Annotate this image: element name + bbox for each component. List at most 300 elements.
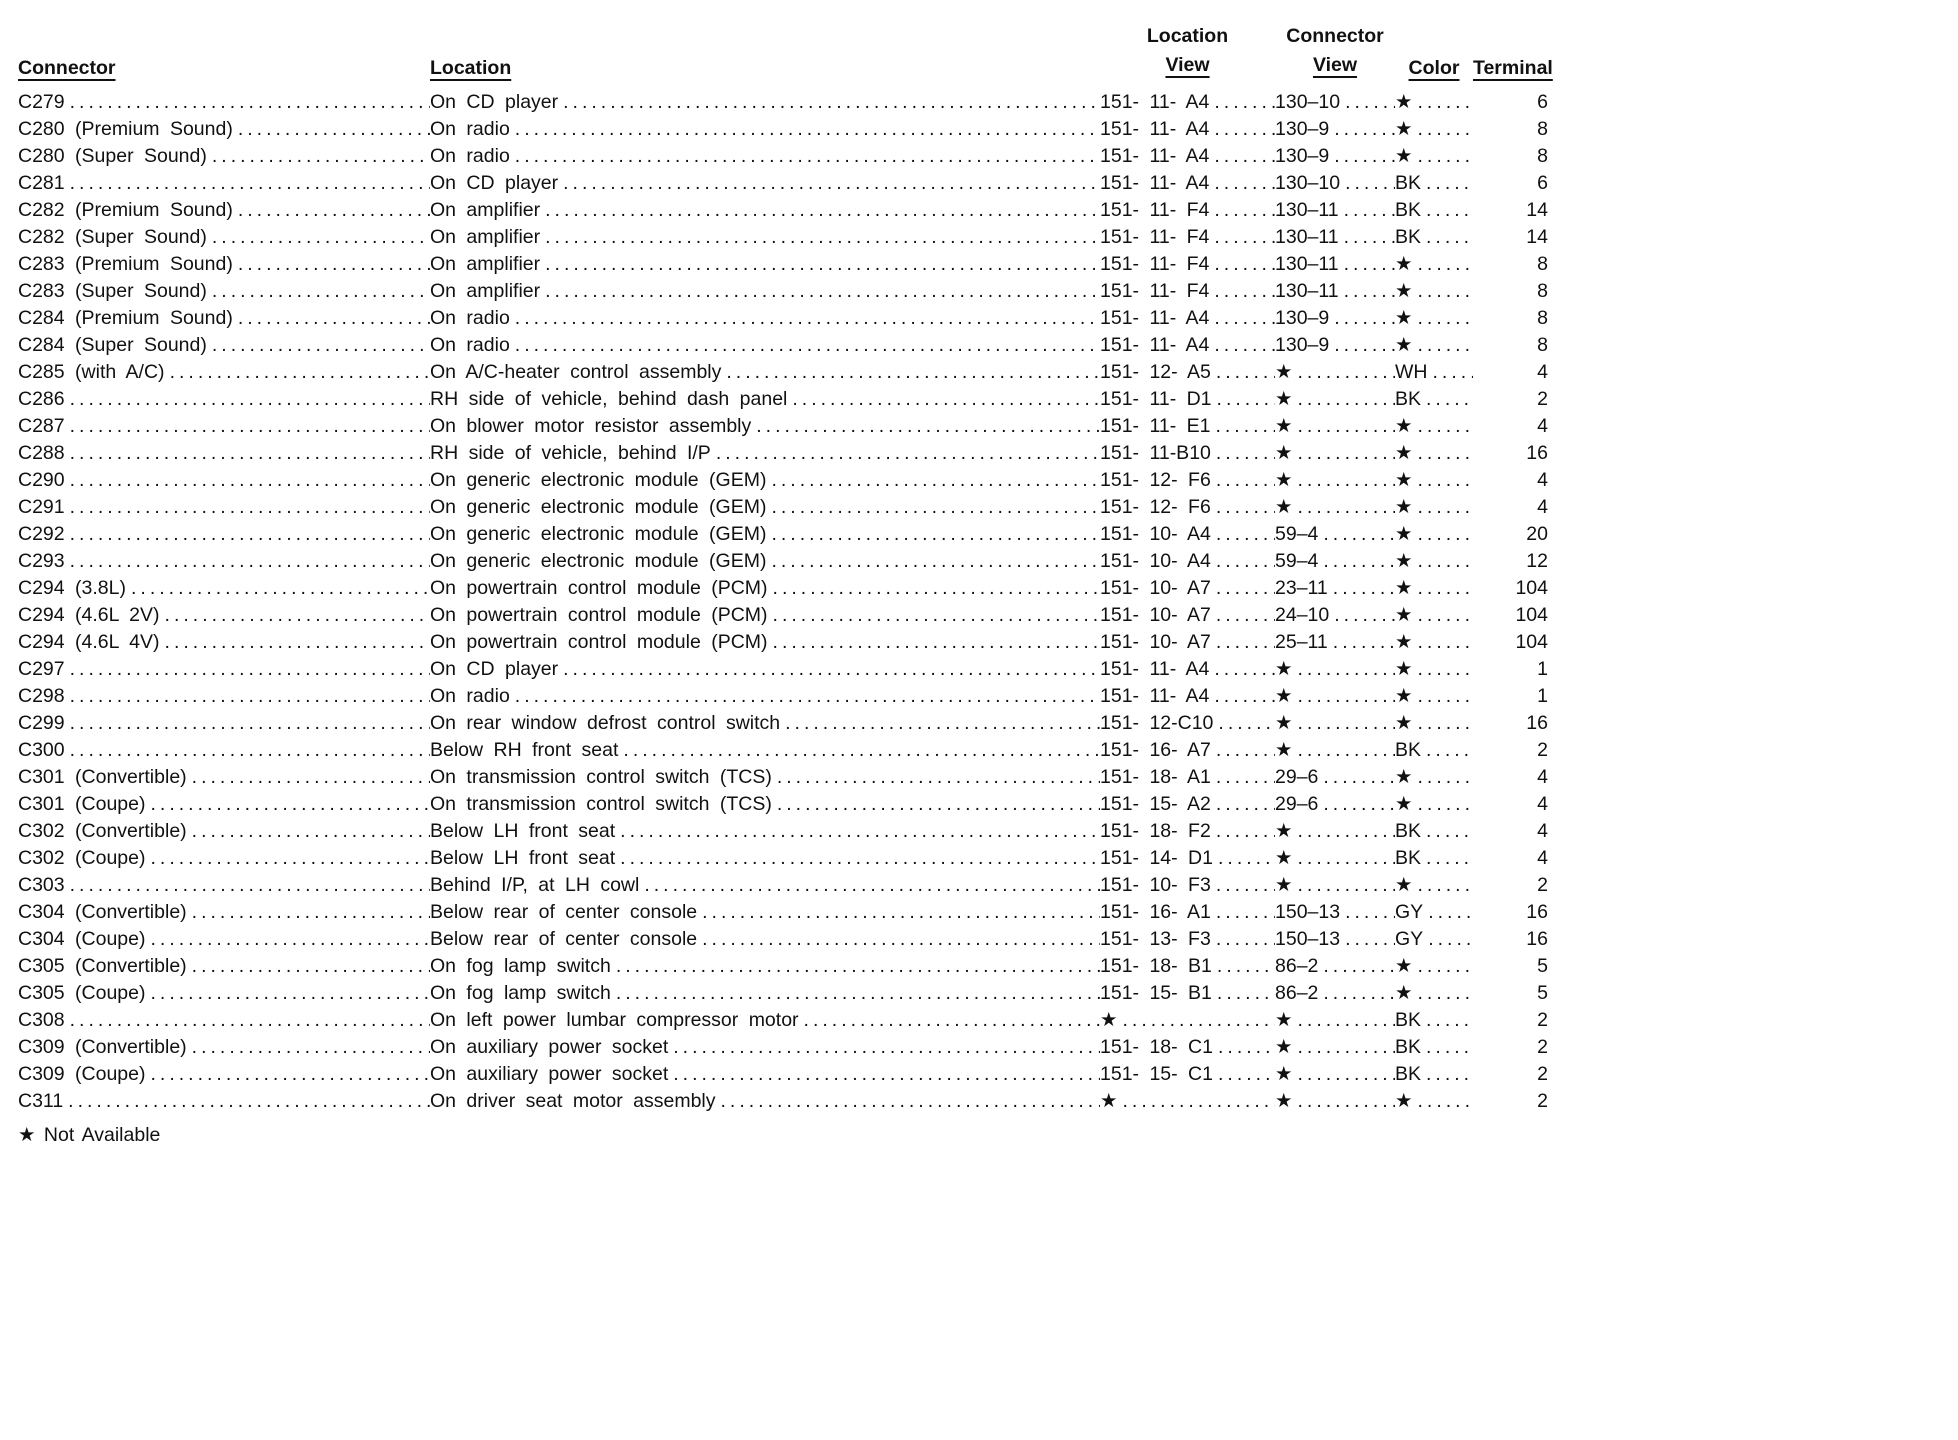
connector-id: C292	[18, 523, 65, 545]
location-text: On transmission control switch (TCS)	[430, 766, 772, 788]
connector-id: C311	[18, 1090, 64, 1112]
header-connector	[18, 57, 430, 80]
location-view: 151- 10- F3	[1100, 874, 1211, 896]
connector-cell	[18, 197, 430, 224]
connector-view: 86–2	[1275, 955, 1319, 977]
location-cell	[430, 197, 1100, 224]
dot-leader	[772, 764, 1100, 791]
location-view: 151- 18- B1	[1100, 955, 1212, 977]
location-view-cell	[1100, 737, 1275, 764]
location-text: On generic electronic module (GEM)	[430, 523, 767, 545]
connector-cell	[18, 1061, 430, 1088]
connector-cell	[18, 818, 430, 845]
table-row	[18, 170, 1548, 197]
dot-leader	[540, 278, 1100, 305]
location-text: Below RH front seat	[430, 739, 619, 761]
connector-view: ★	[1275, 1090, 1293, 1112]
connector-view: ★	[1275, 685, 1293, 707]
connector-view: 86–2	[1275, 982, 1319, 1004]
color-code: ★	[1395, 550, 1413, 572]
dot-leader	[1339, 224, 1395, 251]
table-row	[18, 602, 1548, 629]
location-view: 151- 18- A1	[1100, 766, 1211, 788]
connector-view: ★	[1275, 388, 1293, 410]
connector-view: 59–4	[1275, 550, 1319, 572]
location-view: 151- 13- F3	[1100, 928, 1211, 950]
table-row	[18, 980, 1548, 1007]
location-cell	[430, 1088, 1100, 1115]
connector-id: C283 (Super Sound)	[18, 280, 207, 302]
connector-cell	[18, 413, 430, 440]
connector-view: 130–9	[1275, 118, 1330, 140]
color-cell	[1395, 1088, 1473, 1115]
dot-leader	[1211, 494, 1275, 521]
dot-leader	[1209, 332, 1275, 359]
dot-leader	[1318, 980, 1395, 1007]
location-view: 151- 12-C10	[1100, 712, 1214, 734]
header-connector-view-line1: Connector	[1286, 25, 1384, 47]
connector-id: C305 (Coupe)	[18, 982, 146, 1004]
location-cell	[430, 521, 1100, 548]
dot-leader	[721, 359, 1100, 386]
dot-leader	[540, 251, 1100, 278]
terminal-count: 104	[1515, 631, 1548, 653]
terminal-count: 4	[1537, 361, 1548, 383]
dot-leader	[1328, 629, 1395, 656]
connector-view-cell	[1275, 926, 1395, 953]
dot-leader	[1209, 656, 1275, 683]
dot-leader	[1412, 629, 1473, 656]
color-cell	[1395, 629, 1473, 656]
color-code: WH	[1395, 361, 1428, 383]
dot-leader	[1211, 737, 1275, 764]
location-cell	[430, 251, 1100, 278]
connector-view: 130–9	[1275, 334, 1330, 356]
table-row	[18, 764, 1548, 791]
dot-leader	[1421, 737, 1473, 764]
location-cell	[430, 818, 1100, 845]
connector-view-cell	[1275, 494, 1395, 521]
connector-view-cell	[1275, 548, 1395, 575]
terminal-count: 2	[1537, 388, 1548, 410]
color-cell	[1395, 710, 1473, 737]
connector-view-cell	[1275, 818, 1395, 845]
terminal-count: 4	[1537, 766, 1548, 788]
location-text: On left power lumbar compressor motor	[430, 1009, 799, 1031]
connector-view-cell	[1275, 602, 1395, 629]
dot-leader	[1318, 521, 1395, 548]
dot-leader	[145, 926, 430, 953]
location-cell	[430, 845, 1100, 872]
location-view: 151- 12- F6	[1100, 496, 1211, 518]
color-cell	[1395, 980, 1473, 1007]
dot-leader	[1209, 278, 1275, 305]
dot-leader	[611, 980, 1100, 1007]
location-view-cell	[1100, 980, 1275, 1007]
color-code: ★	[1395, 118, 1413, 140]
dot-leader	[65, 521, 430, 548]
table-row	[18, 872, 1548, 899]
header-terminal-label: Terminal	[1473, 57, 1553, 79]
dot-leader	[558, 170, 1100, 197]
dot-leader	[540, 197, 1100, 224]
connector-cell	[18, 656, 430, 683]
connector-view-cell	[1275, 683, 1395, 710]
connector-cell	[18, 251, 430, 278]
dot-leader	[65, 440, 430, 467]
location-cell	[430, 872, 1100, 899]
location-view: 151- 12- A5	[1100, 361, 1211, 383]
connector-view-cell	[1275, 116, 1395, 143]
dot-leader	[1412, 89, 1473, 116]
dot-leader	[65, 656, 430, 683]
table-row	[18, 926, 1548, 953]
connector-cell	[18, 116, 430, 143]
connector-cell	[18, 575, 430, 602]
connector-view: ★	[1275, 820, 1293, 842]
color-cell	[1395, 89, 1473, 116]
location-cell	[430, 494, 1100, 521]
connector-cell	[18, 332, 430, 359]
dot-leader	[1209, 143, 1275, 170]
connector-view: ★	[1275, 712, 1293, 734]
connector-view-cell	[1275, 251, 1395, 278]
connector-id: C304 (Convertible)	[18, 901, 187, 923]
dot-leader	[1213, 1034, 1275, 1061]
location-cell	[430, 116, 1100, 143]
connector-cell	[18, 278, 430, 305]
color-code: ★	[1395, 793, 1413, 815]
connector-cell	[18, 386, 430, 413]
location-text: On radio	[430, 685, 510, 707]
connector-view-cell	[1275, 386, 1395, 413]
dot-leader	[187, 818, 430, 845]
dot-leader	[65, 413, 430, 440]
color-cell	[1395, 1061, 1473, 1088]
table-row	[18, 899, 1548, 926]
color-code: BK	[1395, 1036, 1422, 1058]
dot-leader	[1318, 548, 1395, 575]
header-location-view-line1: Location	[1146, 25, 1229, 47]
dot-leader	[1423, 899, 1473, 926]
location-text: On amplifier	[430, 253, 541, 275]
dot-leader	[1292, 737, 1395, 764]
location-cell	[430, 413, 1100, 440]
dot-leader	[1211, 818, 1275, 845]
connector-id: C305 (Convertible)	[18, 955, 187, 977]
dot-leader	[65, 386, 430, 413]
location-text: On A/C-heater control assembly	[430, 361, 722, 383]
dot-leader	[1412, 872, 1473, 899]
location-text: On radio	[430, 145, 510, 167]
dot-leader	[1292, 1007, 1395, 1034]
connector-view: 29–6	[1275, 766, 1319, 788]
location-view-cell	[1100, 332, 1275, 359]
dot-leader	[1292, 1088, 1395, 1115]
dot-leader	[1412, 602, 1473, 629]
color-cell	[1395, 764, 1473, 791]
table-row	[18, 278, 1548, 305]
color-cell	[1395, 737, 1473, 764]
location-view-cell	[1100, 305, 1275, 332]
location-cell	[430, 332, 1100, 359]
terminal-count: 1	[1537, 658, 1548, 680]
table-row	[18, 251, 1548, 278]
color-cell	[1395, 548, 1473, 575]
dot-leader	[65, 89, 430, 116]
location-cell	[430, 764, 1100, 791]
connector-id: C280 (Super Sound)	[18, 145, 207, 167]
terminal-count: 6	[1537, 172, 1548, 194]
connector-view: 130–9	[1275, 145, 1330, 167]
connector-view: 24–10	[1275, 604, 1330, 626]
dot-leader	[1211, 521, 1275, 548]
connector-view-cell	[1275, 656, 1395, 683]
location-view-cell	[1100, 467, 1275, 494]
connector-view-cell	[1275, 980, 1395, 1007]
dot-leader	[615, 845, 1100, 872]
location-view: 151- 11-B10	[1100, 442, 1211, 464]
dot-leader	[1292, 872, 1395, 899]
color-code: GY	[1395, 928, 1424, 950]
dot-leader	[233, 197, 430, 224]
connector-id: C309 (Convertible)	[18, 1036, 187, 1058]
location-cell	[430, 278, 1100, 305]
terminal-count: 4	[1537, 415, 1548, 437]
dot-leader	[1329, 602, 1395, 629]
color-cell	[1395, 440, 1473, 467]
dot-leader	[1340, 170, 1395, 197]
location-view: 151- 11- A4	[1100, 145, 1210, 167]
table-row	[18, 1088, 1548, 1115]
dot-leader	[1318, 953, 1395, 980]
color-cell	[1395, 575, 1473, 602]
location-view: ★	[1100, 1090, 1118, 1112]
connector-id: C282 (Super Sound)	[18, 226, 207, 248]
location-cell	[430, 170, 1100, 197]
location-view-cell	[1100, 791, 1275, 818]
location-view-cell	[1100, 494, 1275, 521]
table-row	[18, 386, 1548, 413]
dot-leader	[145, 845, 430, 872]
connector-view-cell	[1275, 197, 1395, 224]
dot-leader	[1209, 116, 1275, 143]
dot-leader	[1412, 683, 1473, 710]
connector-cell	[18, 1034, 430, 1061]
dot-leader	[207, 332, 430, 359]
color-code: ★	[1395, 469, 1413, 491]
table-row	[18, 494, 1548, 521]
dot-leader	[65, 737, 430, 764]
connector-view-cell	[1275, 629, 1395, 656]
dot-leader	[187, 899, 430, 926]
connector-cell	[18, 89, 430, 116]
connector-view-cell	[1275, 845, 1395, 872]
connector-view-cell	[1275, 413, 1395, 440]
dot-leader	[1412, 1088, 1473, 1115]
dot-leader	[1292, 359, 1395, 386]
color-code: BK	[1395, 172, 1422, 194]
dot-leader	[65, 548, 430, 575]
color-cell	[1395, 872, 1473, 899]
color-cell	[1395, 197, 1473, 224]
dot-leader	[1212, 386, 1275, 413]
connector-id: C298	[18, 685, 65, 707]
location-view: 151- 10- A7	[1100, 577, 1211, 599]
terminal-count: 8	[1537, 334, 1548, 356]
table-row	[18, 305, 1548, 332]
location-cell	[430, 386, 1100, 413]
connector-cell	[18, 467, 430, 494]
color-code: BK	[1395, 847, 1422, 869]
location-cell	[430, 791, 1100, 818]
connector-id: C301 (Coupe)	[18, 793, 146, 815]
connector-id: C294 (4.6L 4V)	[18, 631, 160, 653]
location-view: 151- 10- A7	[1100, 604, 1211, 626]
table-row	[18, 737, 1548, 764]
dot-leader	[510, 305, 1100, 332]
color-code: BK	[1395, 1063, 1422, 1085]
dot-leader	[780, 710, 1100, 737]
color-code: BK	[1395, 226, 1422, 248]
dot-leader	[1412, 251, 1473, 278]
location-view-cell	[1100, 926, 1275, 953]
color-code: ★	[1395, 955, 1413, 977]
dot-leader	[145, 1061, 430, 1088]
connector-id: C294 (4.6L 2V)	[18, 604, 160, 626]
connector-id: C291	[18, 496, 65, 518]
location-view-cell	[1100, 953, 1275, 980]
connector-id: C290	[18, 469, 65, 491]
table-row	[18, 710, 1548, 737]
terminal-count: 104	[1515, 577, 1548, 599]
terminal-count: 14	[1526, 226, 1548, 248]
location-view-cell	[1100, 629, 1275, 656]
connector-view: ★	[1275, 847, 1293, 869]
location-cell	[430, 359, 1100, 386]
connector-view-cell	[1275, 332, 1395, 359]
location-view-cell	[1100, 575, 1275, 602]
terminal-count: 8	[1537, 307, 1548, 329]
color-code: BK	[1395, 739, 1422, 761]
dot-leader	[160, 629, 430, 656]
location-cell	[430, 548, 1100, 575]
header-location-view-line2: View	[1165, 54, 1210, 76]
table-row	[18, 683, 1548, 710]
connector-id: C309 (Coupe)	[18, 1063, 146, 1085]
color-code: ★	[1395, 442, 1413, 464]
table-row	[18, 224, 1548, 251]
connector-id: C279	[18, 91, 65, 113]
connector-cell	[18, 980, 430, 1007]
location-cell	[430, 440, 1100, 467]
table-row	[18, 197, 1548, 224]
dot-leader	[510, 143, 1100, 170]
dot-leader	[1292, 1034, 1395, 1061]
table-row	[18, 548, 1548, 575]
color-cell	[1395, 1034, 1473, 1061]
table-row	[18, 332, 1548, 359]
dot-leader	[766, 548, 1100, 575]
connector-view-cell	[1275, 737, 1395, 764]
color-cell	[1395, 251, 1473, 278]
location-view: 151- 18- F2	[1100, 820, 1211, 842]
terminal-count: 20	[1526, 523, 1548, 545]
dot-leader	[611, 953, 1100, 980]
location-text: On CD player	[430, 91, 559, 113]
dot-leader	[615, 818, 1100, 845]
dot-leader	[1340, 899, 1395, 926]
location-text: On rear window defrost control switch	[430, 712, 781, 734]
location-view-cell	[1100, 224, 1275, 251]
location-text: Behind I/P, at LH cowl	[430, 874, 640, 896]
terminal-count: 4	[1537, 793, 1548, 815]
color-cell	[1395, 656, 1473, 683]
location-view: 151- 16- A7	[1100, 739, 1211, 761]
location-cell	[430, 710, 1100, 737]
location-text: On powertrain control module (PCM)	[430, 577, 768, 599]
connector-view-cell	[1275, 89, 1395, 116]
terminal-count: 4	[1537, 469, 1548, 491]
dot-leader	[65, 683, 430, 710]
location-view-cell	[1100, 710, 1275, 737]
connector-view-cell	[1275, 872, 1395, 899]
table-row	[18, 575, 1548, 602]
dot-leader	[1209, 305, 1275, 332]
location-cell	[430, 305, 1100, 332]
location-text: On transmission control switch (TCS)	[430, 793, 772, 815]
terminal-count: 6	[1537, 91, 1548, 113]
color-cell	[1395, 953, 1473, 980]
dot-leader	[1339, 278, 1395, 305]
location-view: 151- 16- A1	[1100, 901, 1211, 923]
location-text: On powertrain control module (PCM)	[430, 604, 768, 626]
location-view-cell	[1100, 170, 1275, 197]
location-cell	[430, 926, 1100, 953]
connector-view-cell	[1275, 224, 1395, 251]
color-cell	[1395, 170, 1473, 197]
header-location-label: Location	[430, 57, 512, 79]
dot-leader	[1339, 197, 1395, 224]
terminal-count: 1	[1537, 685, 1548, 707]
table-body	[18, 89, 1548, 1115]
connector-id: C285 (with A/C)	[18, 361, 165, 383]
connector-view: 130–11	[1275, 280, 1339, 302]
location-view-cell	[1100, 872, 1275, 899]
dot-leader	[787, 386, 1100, 413]
dot-leader	[1412, 980, 1473, 1007]
connector-view: ★	[1275, 1009, 1293, 1031]
table-row	[18, 143, 1548, 170]
color-cell	[1395, 791, 1473, 818]
color-cell	[1395, 467, 1473, 494]
connector-view: 130–10	[1275, 172, 1341, 194]
color-code: ★	[1395, 280, 1413, 302]
location-view-cell	[1100, 359, 1275, 386]
color-code: ★	[1395, 766, 1413, 788]
location-cell	[430, 737, 1100, 764]
dot-leader	[1412, 278, 1473, 305]
location-text: On auxiliary power socket	[430, 1063, 669, 1085]
connector-cell	[18, 359, 430, 386]
dot-leader	[1211, 440, 1275, 467]
header-connector-view-line2: View	[1312, 54, 1358, 76]
dot-leader	[1412, 521, 1473, 548]
dot-leader	[187, 764, 430, 791]
connector-id: C282 (Premium Sound)	[18, 199, 233, 221]
dot-leader	[1412, 305, 1473, 332]
color-cell	[1395, 413, 1473, 440]
